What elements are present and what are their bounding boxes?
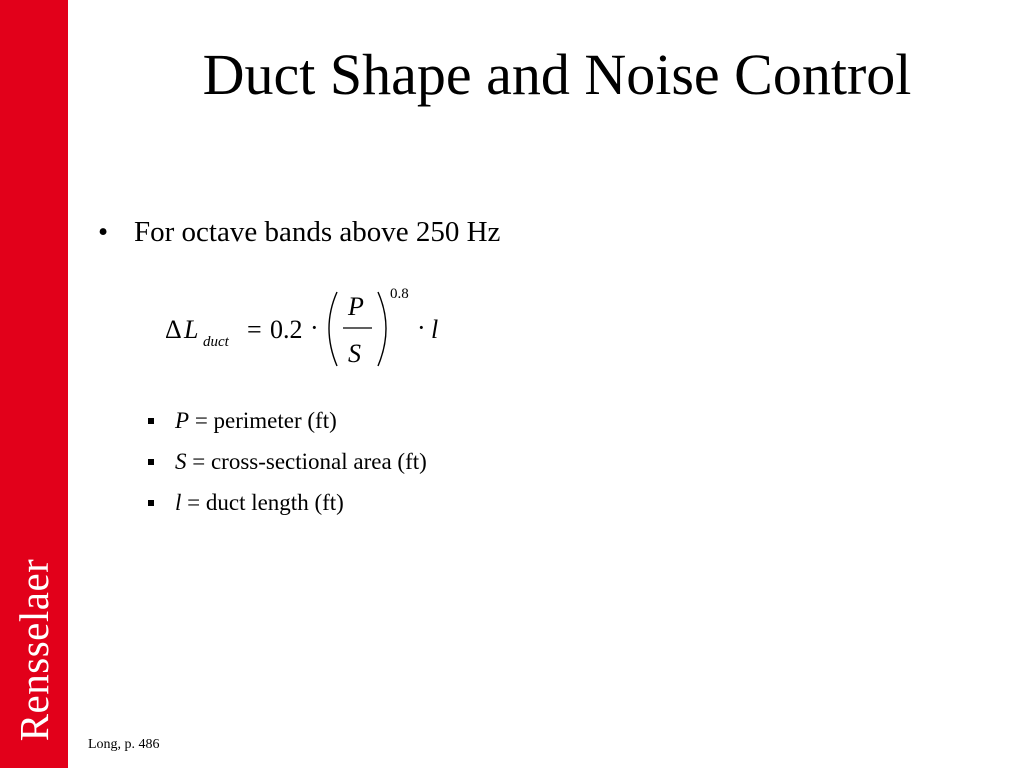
main-bullet-text: For octave bands above 250 Hz xyxy=(134,216,501,248)
slide-title: Duct Shape and Noise Control xyxy=(202,42,912,107)
definition-text: = cross-sectional area (ft) xyxy=(186,449,427,474)
sidebar-band xyxy=(0,0,68,768)
formula-lhs-var: L xyxy=(184,315,199,344)
formula-dot-2: · xyxy=(417,313,426,342)
definition-symbol: S xyxy=(175,449,187,474)
definition-text: = duct length (ft) xyxy=(181,490,344,515)
formula-dot-1: · xyxy=(310,313,319,342)
source-citation: Long, p. 486 xyxy=(88,737,160,752)
definition-symbol: P xyxy=(175,408,190,433)
formula-coefficient: 0.2 xyxy=(270,315,303,344)
round-bullet-icon: • xyxy=(98,216,109,248)
formula-denominator: S xyxy=(348,339,361,368)
formula-svg xyxy=(165,282,455,377)
duct-attenuation-formula xyxy=(165,282,455,377)
formula-lhs-sub: duct xyxy=(203,334,229,350)
square-bullet-icon xyxy=(148,459,154,465)
definition-perimeter xyxy=(148,407,427,435)
formula-right-paren xyxy=(378,292,386,366)
brand-wordmark: Rensselaer xyxy=(11,558,57,742)
definition-text: = perimeter (ft) xyxy=(189,408,337,433)
formula-numerator: P xyxy=(348,292,364,321)
formula-equals: = xyxy=(247,315,262,344)
definition-area xyxy=(148,448,427,476)
formula-trailing-var: l xyxy=(431,315,439,344)
definition-symbol: l xyxy=(175,490,182,515)
definition-length xyxy=(148,489,427,517)
formula-exponent: 0.8 xyxy=(390,286,409,302)
square-bullet-icon xyxy=(148,418,154,424)
main-bullet xyxy=(98,214,500,250)
formula-left-paren xyxy=(329,292,337,366)
formula-delta: Δ xyxy=(165,315,182,344)
square-bullet-icon xyxy=(148,500,154,506)
definitions-list xyxy=(148,407,427,530)
